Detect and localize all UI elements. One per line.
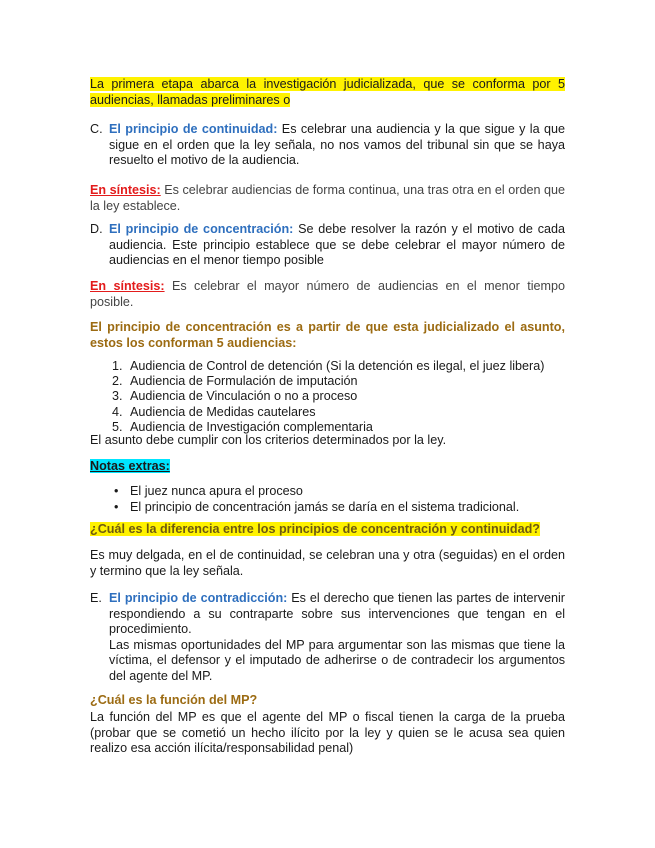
item-e-marker: E.	[90, 591, 102, 605]
intro-highlight: La primera etapa abarca la investigación judicializada, que se conforma por 5 audiencias, llamadas preliminares o	[90, 77, 565, 107]
question-1-row	[90, 522, 565, 538]
audiencias-list	[90, 359, 565, 435]
intro-paragraph	[90, 77, 565, 108]
item-c-text: Es celebrar una audiencia y la que sigue y la que sigue en el orden que la ley señala, no nos vamos del tribunal sin que se haya resuelto el motivo de la audiencia.	[109, 122, 565, 168]
list-item: • El principio de concentración jamás se daría en el sistema tradicional.	[114, 499, 520, 514]
concentration-heading: El principio de concentración es a partir de que esta judicializado el asunto, estos los conforman 5 audiencias:	[90, 320, 565, 350]
answer-1: Es muy delgada, en el de continuidad, se celebran una y otra (seguidas) en el orden y termino que la ley señala.	[90, 548, 565, 578]
list-item: 3. Audiencia de Vinculación o no a proceso	[112, 389, 358, 404]
notas-list	[90, 484, 565, 515]
notas-label-row	[90, 459, 565, 475]
principle-contradiccion	[90, 591, 565, 685]
list-item: • El juez nunca apura el proceso	[114, 484, 303, 498]
principle-continuidad	[90, 122, 565, 169]
notas-label: Notas extras:	[90, 459, 170, 473]
principle-concentracion	[90, 222, 565, 269]
bullet-icon: •	[114, 484, 119, 498]
item-c-title: El principio de continuidad:	[109, 122, 278, 136]
asunto-line: El asunto debe cumplir con los criterios determinados por la ley.	[90, 433, 447, 447]
question-2: ¿Cuál es la función del MP?	[90, 693, 258, 707]
question-1: ¿Cuál es la diferencia entre los principios de concentración y continuidad?	[90, 522, 540, 536]
sintesis-concentracion	[90, 279, 565, 310]
list-item: 2. Audiencia de Formulación de imputación	[112, 374, 358, 389]
list-item: 5. Audiencia de Investigación complementaria	[112, 419, 373, 434]
item-e-text2: Las mismas oportunidades del MP para argumentar son las mismas que tiene la víctima, el defensor y el imputado de adherirse o de contradecir los argumentos del agente del MP.	[109, 637, 565, 683]
answer-2: La función del MP es que el agente del MP o fiscal tienen la carga de la prueba (probar que se cometió un hecho ilícito por la ley y quien se le acusa sea quien realizo esa acción ilícita/responsabilidad penal)	[90, 710, 565, 756]
sintesis-2-text: Es celebrar el mayor número de audiencias en el menor tiempo posible.	[90, 279, 565, 309]
sintesis-1-label: En síntesis:	[90, 183, 161, 197]
item-d-marker: D.	[90, 222, 103, 236]
sintesis-2-label: En síntesis:	[90, 279, 165, 293]
item-d-title: El principio de concentración:	[109, 222, 294, 236]
sintesis-continuidad	[90, 183, 565, 214]
sintesis-1-text: Es celebrar audiencias de forma continua, una tras otra en el orden que la ley establece.	[90, 183, 565, 213]
list-item: 1. Audiencia de Control de detención (Si la detención es ilegal, el juez libera)	[112, 359, 545, 373]
bullet-icon: •	[114, 499, 119, 514]
list-item: 4. Audiencia de Medidas cautelares	[112, 404, 316, 419]
item-e-title: El principio de contradicción:	[109, 591, 288, 605]
item-e-text: Es el derecho que tienen las partes de intervenir respondiendo a su contraparte sobre sus intervenciones que tengan en el procedimiento.	[109, 591, 565, 637]
item-c-marker: C.	[90, 122, 103, 136]
item-d-text: Se debe resolver la razón y el motivo de cada audiencia. Este principio establece que se debe celebrar el mayor número de audiencias en el menor tiempo posible	[109, 222, 566, 268]
